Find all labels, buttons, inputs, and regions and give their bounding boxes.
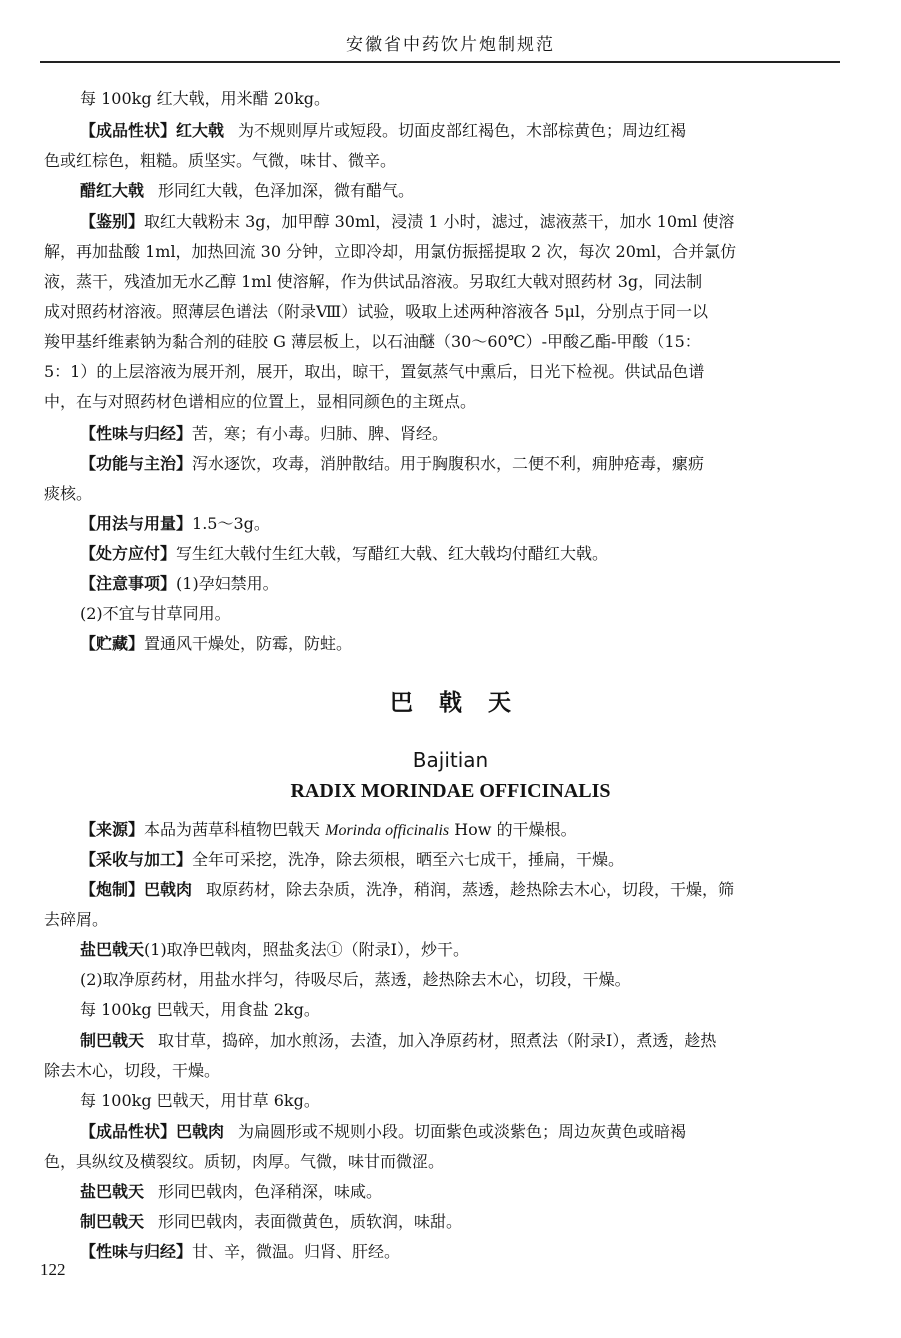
section-prescription: 【处方应付】写生红大戟付生红大戟，写醋红大戟、红大戟均付醋红大戟。 <box>80 544 609 563</box>
section-label: 【来源】 <box>80 820 145 839</box>
subsection-label: 醋红大戟 <box>80 181 145 200</box>
text-line: 5：1）的上层溶液为展开剂，展开，取出，晾干，置氨蒸气中熏后，日光下检视。供试品色谱 <box>44 362 705 381</box>
section-processing: 【炮制】巴戟肉 取原药材，除去杂质，洗净，稍润，蒸透，趁热除去木心，切段，干燥，筛 <box>80 880 735 899</box>
section-source: 【来源】本品为茜草科植物巴戟天 Morinda officinalis How 的干燥根。 <box>80 820 577 839</box>
text-line: (2)取净原药材，用盐水拌匀，待吸尽后，蒸透，趁热除去木心，切段，干燥。 <box>80 970 631 989</box>
species-name: Morinda officinalis <box>325 822 450 839</box>
subsection-label: 制巴戟天 <box>80 1212 145 1231</box>
subsection-label: 盐巴戟天 <box>80 940 145 959</box>
text-line: 除去木心，切段，干燥。 <box>44 1061 221 1080</box>
monograph-pinyin: Bajitian <box>412 748 489 772</box>
text-line: 中，在与对照药材色谱相应的位置上，显相同颜色的主斑点。 <box>44 392 477 411</box>
text-line: 液，蒸干，残渣加无水乙醇 1ml 使溶解，作为供试品溶液。另取红大戟对照药材 3g，同法制 <box>44 272 703 291</box>
monograph-title: 巴戟天 <box>390 690 537 716</box>
subsection-label: 盐巴戟天 <box>80 1182 145 1201</box>
header-rule <box>40 61 840 63</box>
section-storage: 【贮藏】置通风干燥处，防霉，防蛀。 <box>80 634 353 653</box>
section-label: 【成品性状】巴戟肉 <box>80 1122 225 1141</box>
section-characters: 【成品性状】红大戟 为不规则厚片或短段。切面皮部红褐色，木部棕黄色；周边红褐 <box>80 121 687 140</box>
section-label: 【性味与归经】 <box>80 1242 193 1261</box>
subsection-prepared-characters: 制巴戟天 形同巴戟肉，表面微黄色，质软润，味甜。 <box>80 1212 463 1231</box>
text-line: 每 100kg 红大戟，用米醋 20kg。 <box>80 89 331 108</box>
section-label: 【采收与加工】 <box>80 850 193 869</box>
section-label: 【处方应付】 <box>80 544 177 563</box>
section-label: 【注意事项】 <box>80 574 177 593</box>
section-label: 【性味与归经】 <box>80 424 193 443</box>
section-label: 【功能与主治】 <box>80 454 193 473</box>
text-line: 羧甲基纤维素钠为黏合剂的硅胶 G 薄层板上，以石油醚（30～60℃）-甲酸乙酯-甲酸（15： <box>44 332 701 351</box>
text-line: 痰核。 <box>44 484 93 503</box>
section-function: 【功能与主治】泻水逐饮，攻毒，消肿散结。用于胸腹积水，二便不利，痈肿疮毒，瘰疬 <box>80 454 705 473</box>
text-line: 每 100kg 巴戟天，用食盐 2kg。 <box>80 1000 320 1019</box>
monograph-latin-name: RADIX MORINDAE OFFICINALIS <box>290 780 611 802</box>
text-line: 成对照药材溶液。照薄层色谱法（附录Ⅷ）试验，吸取上述两种溶液各 5μl，分别点于同一以 <box>44 302 708 321</box>
running-header: 安徽省中药饮片炮制规范 <box>346 35 555 55</box>
section-harvest: 【采收与加工】全年可采挖，洗净，除去须根，晒至六七成干，捶扁，干燥。 <box>80 850 625 869</box>
section-dosage: 【用法与用量】1.5～3g。 <box>80 514 270 533</box>
section-nature: 【性味与归经】苦，寒；有小毒。归肺、脾、肾经。 <box>80 424 449 443</box>
subsection-prepared: 制巴戟天 取甘草，捣碎，加水煎汤，去渣，加入净原药材，照煮法（附录Ⅰ），煮透，趁热 <box>80 1031 717 1050</box>
text-line: (2)不宜与甘草同用。 <box>80 604 231 623</box>
section-label: 【鉴别】 <box>80 212 145 231</box>
section-label: 【炮制】巴戟肉 <box>80 880 193 899</box>
section-nature: 【性味与归经】甘、辛，微温。归肾、肝经。 <box>80 1242 401 1261</box>
text-line: 每 100kg 巴戟天，用甘草 6kg。 <box>80 1091 320 1110</box>
section-label: 【用法与用量】 <box>80 514 193 533</box>
text-line: 解，再加盐酸 1ml，加热回流 30 分钟，立即冷却，用氯仿振摇提取 2 次，每次 20ml，合并氯仿 <box>44 242 737 261</box>
subsection-salt-characters: 盐巴戟天 形同巴戟肉，色泽稍深，味咸。 <box>80 1182 383 1201</box>
text-line: 去碎屑。 <box>44 910 109 929</box>
subsection-salt: 盐巴戟天(1)取净巴戟肉，照盐炙法①（附录Ⅰ），炒干。 <box>80 940 470 959</box>
text-line: 色，具纵纹及横裂纹。质韧，肉厚。气微，味甘而微涩。 <box>44 1152 445 1171</box>
section-identification: 【鉴别】取红大戟粉末 3g，加甲醇 30ml，浸渍 1 小时，滤过，滤液蒸干，加水 10ml 使溶 <box>80 212 735 231</box>
subsection-label: 制巴戟天 <box>80 1031 145 1050</box>
section-label: 【贮藏】 <box>80 634 145 653</box>
section-precautions: 【注意事项】(1)孕妇禁用。 <box>80 574 279 593</box>
section-characters: 【成品性状】巴戟肉 为扁圆形或不规则小段。切面紫色或淡紫色；周边灰黄色或暗褐 <box>80 1122 687 1141</box>
page-number: 122 <box>40 1260 66 1279</box>
section-label: 【成品性状】红大戟 <box>80 121 225 140</box>
text-line: 色或红棕色，粗糙。质坚实。气微，味甘、微辛。 <box>44 151 397 170</box>
subsection-vinegar: 醋红大戟 形同红大戟，色泽加深，微有醋气。 <box>80 181 415 200</box>
